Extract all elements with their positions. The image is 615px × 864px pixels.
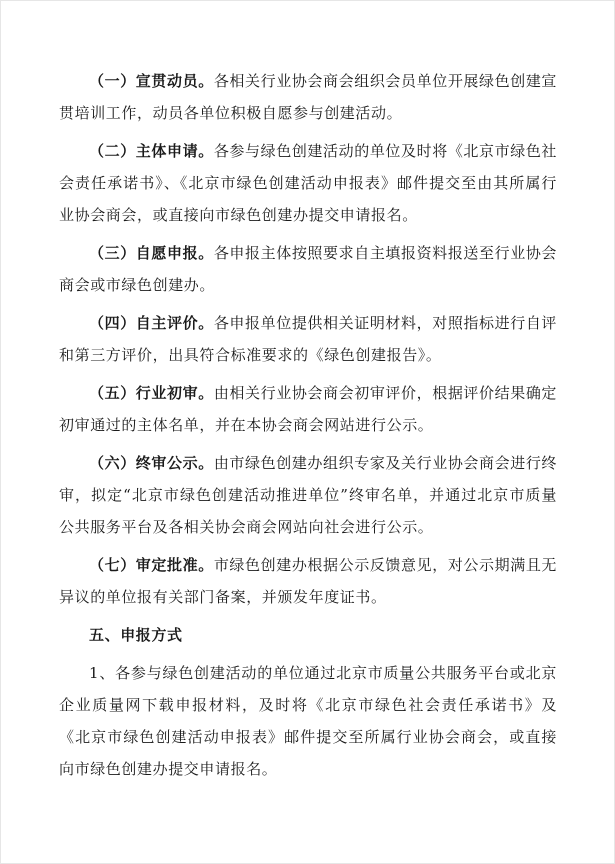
paragraph-text: 各申报单位提供相关证明材料，对照指标进行自评和第三方评价，出具符合标准要求的《绿色创建报告》。 bbox=[59, 314, 558, 364]
paragraph-lead: （四）自主评价。 bbox=[89, 314, 214, 332]
paragraph-apply bbox=[59, 135, 557, 231]
paragraph-approval bbox=[59, 549, 557, 613]
paragraph-text: 由相关行业协会商会初审评价，根据评价结果确定初审通过的主体名单，并在本协会商会网站进行公示。 bbox=[59, 384, 558, 434]
paragraph-text: 由市绿色创建办组织专家及关行业协会商会进行终审，拟定“北京市绿色创建活动推进单位”终审名单，并通过北京市质量公共服务平台及各相关协会商会网站向社会进行公示。 bbox=[59, 454, 558, 536]
paragraph-lead: （五）行业初审。 bbox=[89, 384, 214, 402]
paragraph-lead: （二）主体申请。 bbox=[89, 142, 214, 160]
paragraph-declare bbox=[59, 237, 557, 301]
paragraph-text: 各相关行业协会商会组织会员单位开展绿色创建宣贯培训工作，动员各单位积极自愿参与创建活动。 bbox=[59, 72, 558, 122]
paragraph-preliminary-review bbox=[59, 377, 557, 441]
section-heading: 五、申报方式 bbox=[89, 626, 183, 644]
paragraph-text: 各申报主体按照要求自主填报资料报送至行业协会商会或市绿色创建办。 bbox=[59, 244, 558, 294]
paragraph-lead: （三）自愿申报。 bbox=[89, 244, 214, 262]
section-paragraph: 1、各参与绿色创建活动的单位通过北京市质量公共服务平台或北京企业质量网下载申报材料，及时将《北京市绿色社会责任承诺书》及《北京市绿色创建活动申报表》邮件提交至所属行业协会商会，或直接向市绿色创建办提交申请报名。 bbox=[59, 664, 557, 778]
document-body bbox=[59, 65, 557, 791]
paragraph-text: 市绿色创建办根据公示反馈意见，对公示期满且无异议的单位报有关部门备案，并颁发年度证书。 bbox=[59, 556, 558, 606]
paragraph-text: 各参与绿色创建活动的单位及时将《北京市绿色社会责任承诺书》、《北京市绿色创建活动申报表》邮件提交至由其所属行业协会商会，或直接向市绿色创建办提交申请报名。 bbox=[59, 142, 558, 224]
paragraph-lead: （一）宣贯动员。 bbox=[89, 72, 214, 90]
paragraph-self-evaluate bbox=[59, 307, 557, 371]
paragraph-final-review bbox=[59, 447, 557, 543]
paragraph-lead: （六）终审公示。 bbox=[89, 454, 214, 472]
paragraph-lead: （七）审定批准。 bbox=[89, 556, 214, 574]
paragraph-publicize bbox=[59, 65, 557, 129]
